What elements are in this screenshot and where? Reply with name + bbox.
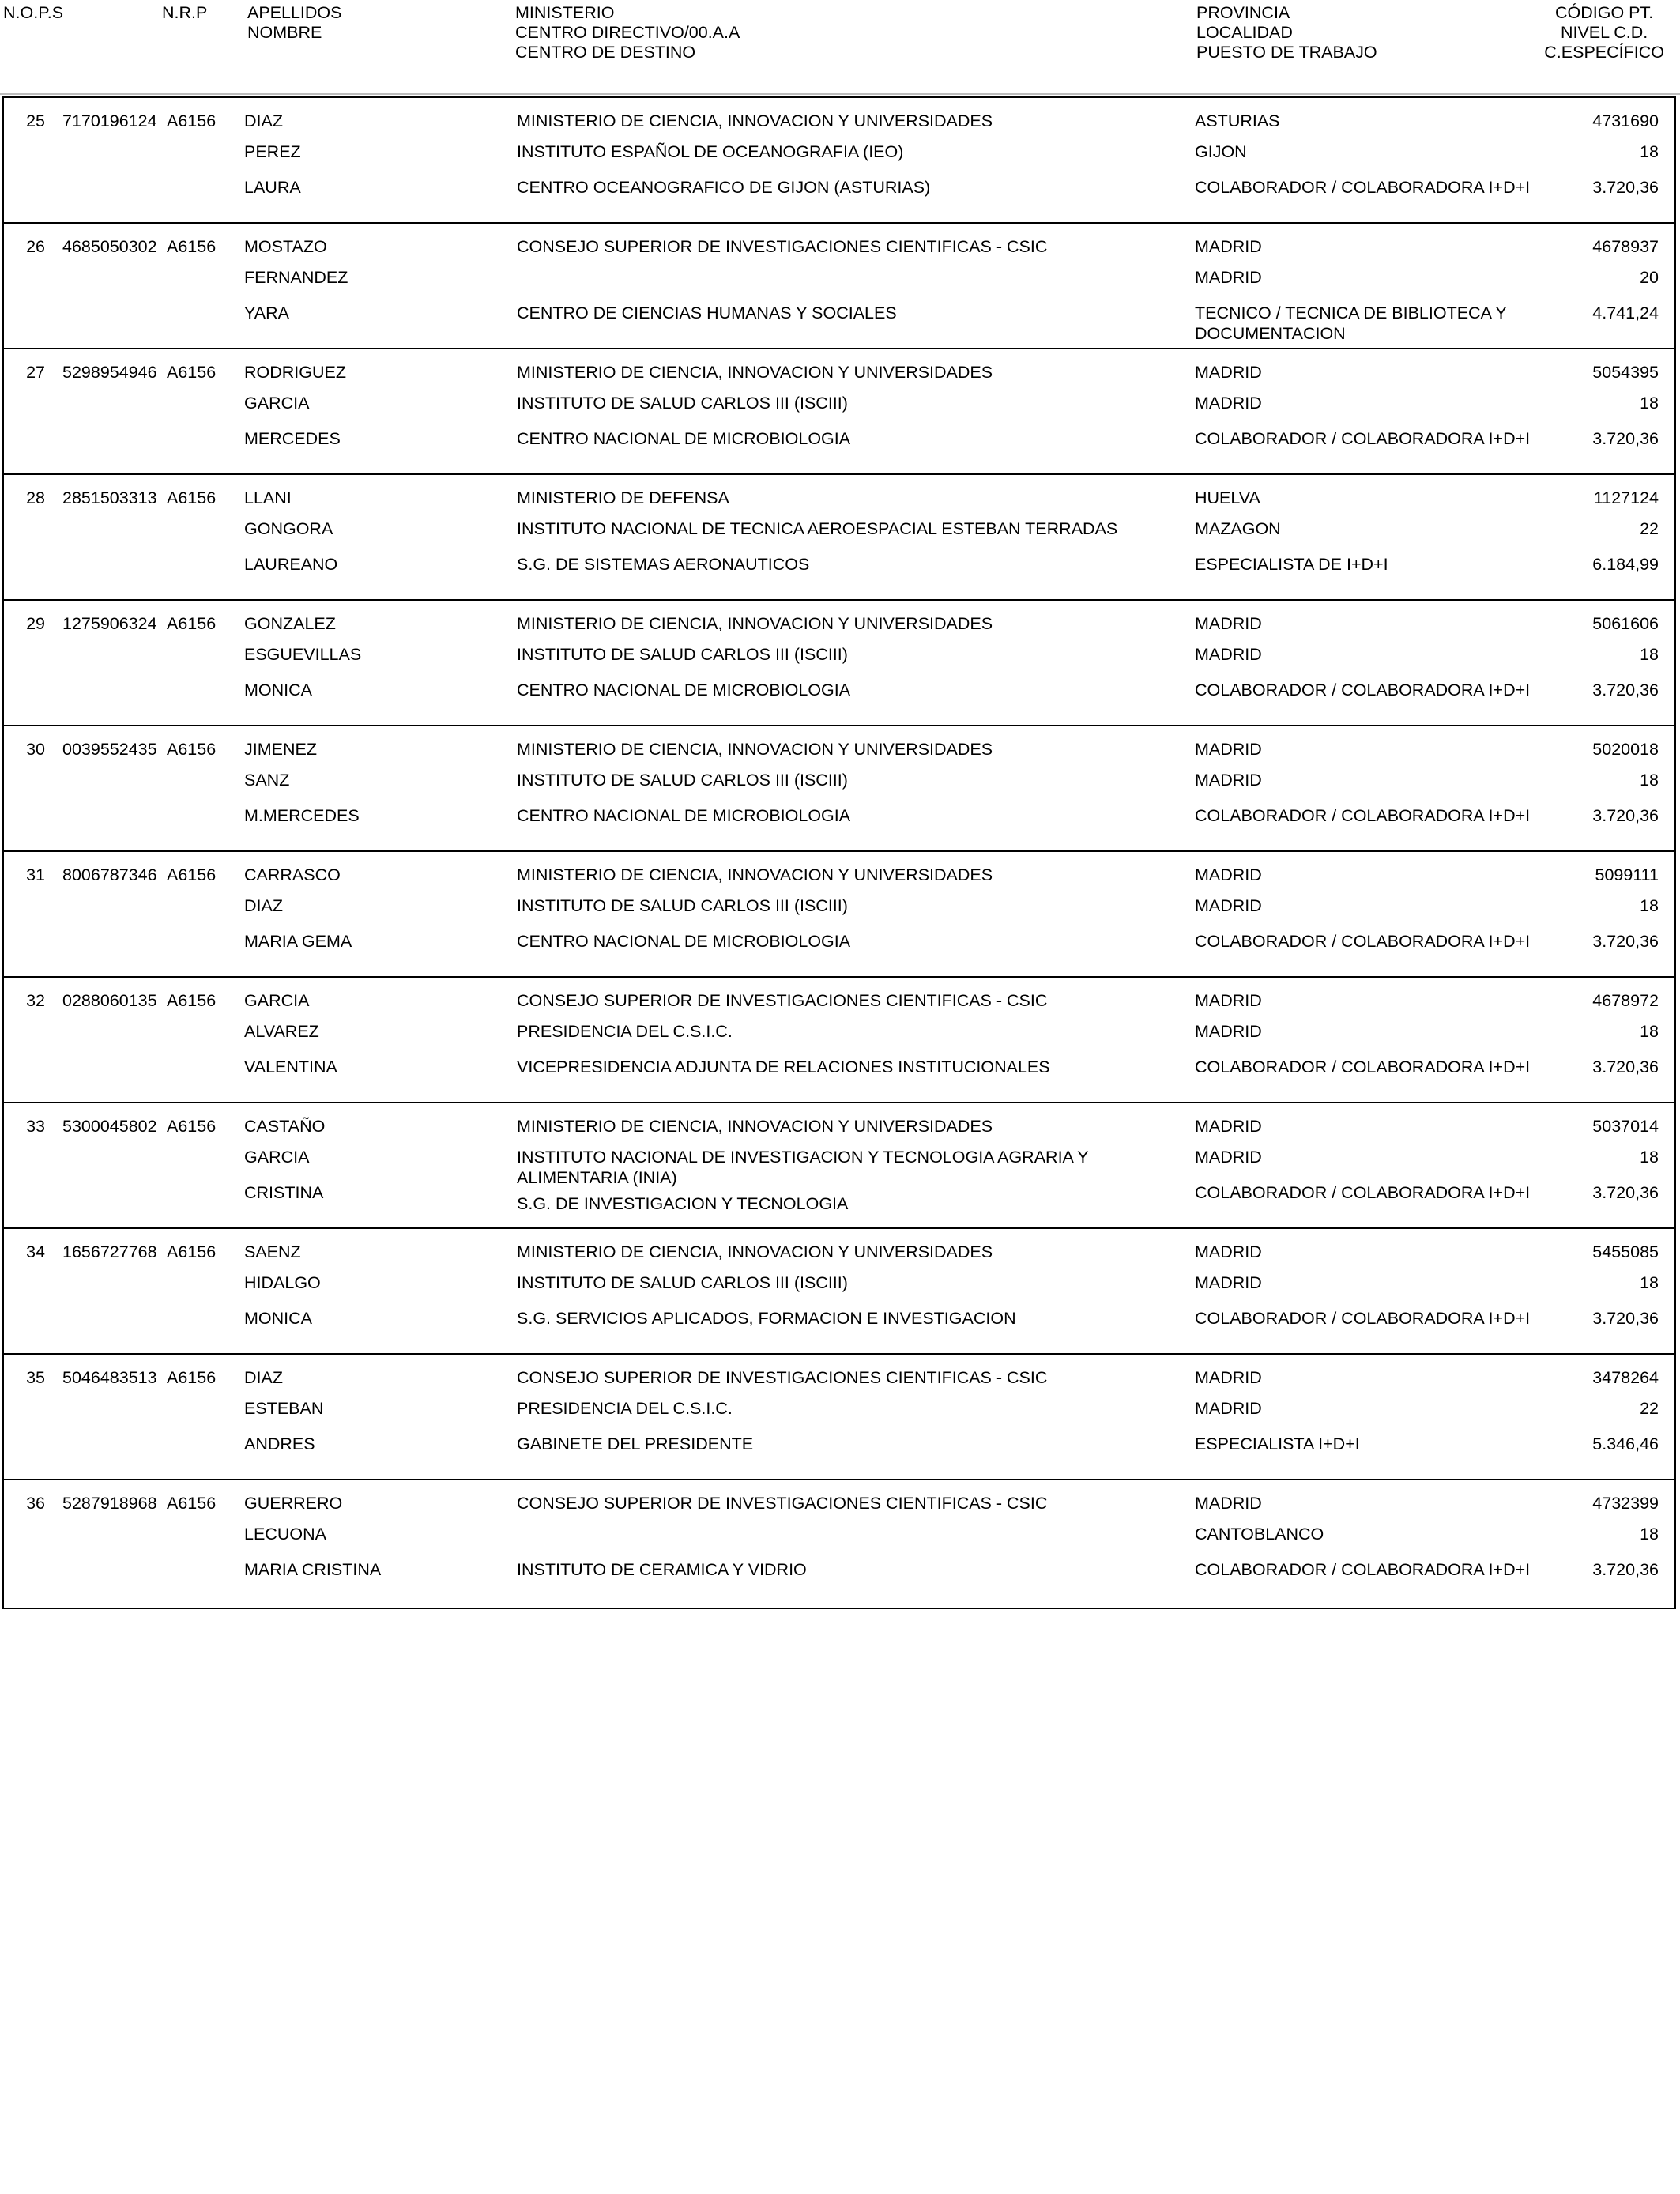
record-especifico: 6.184,99 [1592, 555, 1659, 574]
record-centro-destino: GABINETE DEL PRESIDENTE [517, 1434, 754, 1453]
table-row [4, 601, 1674, 726]
record-ministerio: MINISTERIO DE CIENCIA, INNOVACION Y UNIVERSIDADES [517, 740, 993, 759]
record-provincia: MADRID [1195, 1368, 1262, 1387]
record-nombre: LAUREANO [244, 555, 338, 574]
record-centro-directivo: PRESIDENCIA DEL C.S.I.C. [517, 1399, 733, 1418]
record-apellido2: DIAZ [244, 896, 283, 915]
record-number: 27 [26, 363, 45, 382]
record-nombre: MARIA GEMA [244, 932, 352, 951]
record-localidad: MADRID [1195, 771, 1262, 790]
header-codigo: CÓDIGO PT. NIVEL C.D. C.ESPECÍFICO [1544, 3, 1664, 62]
record-number: 36 [26, 1494, 45, 1513]
record-nrp: A6156 [167, 740, 217, 759]
record-apellido2: FERNANDEZ [244, 268, 348, 287]
record-apellido1: JIMENEZ [244, 740, 317, 759]
record-apellido2: LECUONA [244, 1525, 326, 1544]
record-nivel: 18 [1640, 1148, 1659, 1167]
record-codigo: 4678972 [1592, 991, 1659, 1010]
record-nops: 5300045802 [62, 1117, 157, 1136]
record-nombre: MONICA [244, 680, 312, 699]
record-codigo: 5037014 [1592, 1117, 1659, 1136]
record-codigo: 5061606 [1592, 614, 1659, 633]
record-nombre: CRISTINA [244, 1183, 324, 1202]
record-nrp: A6156 [167, 1242, 217, 1261]
record-nivel: 18 [1640, 1273, 1659, 1292]
record-number: 29 [26, 614, 45, 633]
record-apellido2: GARCIA [244, 394, 310, 413]
header-name: APELLIDOS NOMBRE [247, 3, 342, 42]
header-divider [0, 93, 1680, 95]
record-centro-directivo: INSTITUTO DE SALUD CARLOS III (ISCIII) [517, 394, 848, 413]
table-row [4, 1103, 1674, 1229]
record-nops: 5298954946 [62, 363, 157, 382]
records-table [2, 96, 1676, 1609]
record-centro-destino: CENTRO NACIONAL DE MICROBIOLOGIA [517, 932, 851, 951]
record-apellido1: DIAZ [244, 1368, 283, 1387]
record-puesto: COLABORADOR / COLABORADORA I+D+I [1195, 178, 1531, 197]
table-row [4, 726, 1674, 852]
record-centro-destino: S.G. DE SISTEMAS AERONAUTICOS [517, 555, 810, 574]
record-codigo: 4678937 [1592, 237, 1659, 256]
record-provincia: HUELVA [1195, 488, 1260, 507]
record-codigo: 4732399 [1592, 1494, 1659, 1513]
record-especifico: 3.720,36 [1592, 680, 1659, 699]
record-centro-destino: CENTRO NACIONAL DE MICROBIOLOGIA [517, 429, 851, 448]
record-especifico: 3.720,36 [1592, 429, 1659, 448]
record-apellido1: GUERRERO [244, 1494, 343, 1513]
record-number: 33 [26, 1117, 45, 1136]
record-centro-directivo: INSTITUTO DE SALUD CARLOS III (ISCIII) [517, 771, 848, 790]
record-localidad: GIJON [1195, 142, 1247, 161]
record-codigo: 5020018 [1592, 740, 1659, 759]
record-apellido1: CASTAÑO [244, 1117, 326, 1136]
record-nrp: A6156 [167, 1368, 217, 1387]
record-number: 31 [26, 865, 45, 884]
record-number: 26 [26, 237, 45, 256]
record-especifico: 4.741,24 [1592, 303, 1659, 322]
record-apellido1: RODRIGUEZ [244, 363, 346, 382]
record-nombre: VALENTINA [244, 1057, 337, 1076]
record-apellido2: ALVAREZ [244, 1022, 319, 1041]
record-apellido2: ESTEBAN [244, 1399, 324, 1418]
record-centro-directivo: INSTITUTO DE SALUD CARLOS III (ISCIII) [517, 896, 848, 915]
record-especifico: 3.720,36 [1592, 1183, 1659, 1202]
record-apellido2: ESGUEVILLAS [244, 645, 362, 664]
record-codigo: 5099111 [1595, 865, 1659, 884]
record-number: 34 [26, 1242, 45, 1261]
record-provincia: MADRID [1195, 991, 1262, 1010]
record-nrp: A6156 [167, 1494, 217, 1513]
record-centro-directivo: INSTITUTO NACIONAL DE TECNICA AEROESPACIAL ESTEBAN TERRADAS [517, 519, 1118, 538]
record-provincia: MADRID [1195, 1242, 1262, 1261]
record-puesto: COLABORADOR / COLABORADORA I+D+I [1195, 1560, 1531, 1579]
record-localidad: CANTOBLANCO [1195, 1525, 1324, 1544]
record-centro-destino: CENTRO NACIONAL DE MICROBIOLOGIA [517, 806, 851, 825]
record-apellido2: HIDALGO [244, 1273, 321, 1292]
record-centro-destino: CENTRO NACIONAL DE MICROBIOLOGIA [517, 680, 851, 699]
record-nivel: 18 [1640, 142, 1659, 161]
record-centro-directivo: INSTITUTO NACIONAL DE INVESTIGACION Y TECNOLOGIA AGRARIA Y ALIMENTARIA (INIA) [517, 1148, 1089, 1187]
record-especifico: 3.720,36 [1592, 806, 1659, 825]
table-row [4, 852, 1674, 978]
record-localidad: MADRID [1195, 645, 1262, 664]
record-ministerio: MINISTERIO DE CIENCIA, INNOVACION Y UNIVERSIDADES [517, 1117, 993, 1136]
record-apellido2: PEREZ [244, 142, 301, 161]
table-row [4, 475, 1674, 601]
record-centro-destino: CENTRO DE CIENCIAS HUMANAS Y SOCIALES [517, 303, 897, 322]
record-centro-directivo: PRESIDENCIA DEL C.S.I.C. [517, 1022, 733, 1041]
record-ministerio: MINISTERIO DE CIENCIA, INNOVACION Y UNIVERSIDADES [517, 1242, 993, 1261]
record-codigo: 5054395 [1592, 363, 1659, 382]
record-apellido2: GONGORA [244, 519, 333, 538]
record-centro-directivo: INSTITUTO DE SALUD CARLOS III (ISCIII) [517, 645, 848, 664]
record-nivel: 18 [1640, 1525, 1659, 1544]
record-provincia: MADRID [1195, 740, 1262, 759]
table-row [4, 1229, 1674, 1355]
record-localidad: MAZAGON [1195, 519, 1281, 538]
record-nombre: LAURA [244, 178, 301, 197]
record-provincia: ASTURIAS [1195, 111, 1280, 130]
record-nrp: A6156 [167, 614, 217, 633]
record-codigo: 4731690 [1592, 111, 1659, 130]
record-especifico: 3.720,36 [1592, 1560, 1659, 1579]
record-puesto: COLABORADOR / COLABORADORA I+D+I [1195, 1057, 1531, 1076]
table-header [0, 3, 1680, 66]
header-ministerio: MINISTERIO CENTRO DIRECTIVO/00.A.A CENTRO DE DESTINO [515, 3, 740, 62]
record-nrp: A6156 [167, 237, 217, 256]
record-centro-destino: INSTITUTO DE CERAMICA Y VIDRIO [517, 1560, 807, 1579]
record-apellido2: GARCIA [244, 1148, 310, 1167]
table-row [4, 98, 1674, 224]
record-centro-destino: CENTRO OCEANOGRAFICO DE GIJON (ASTURIAS) [517, 178, 931, 197]
record-number: 28 [26, 488, 45, 507]
record-apellido1: GONZALEZ [244, 614, 336, 633]
record-nivel: 18 [1640, 645, 1659, 664]
table-row [4, 349, 1674, 475]
table-row [4, 978, 1674, 1103]
record-nombre: MONICA [244, 1309, 312, 1328]
record-localidad: MADRID [1195, 394, 1262, 413]
record-ministerio: MINISTERIO DE DEFENSA [517, 488, 729, 507]
record-nops: 7170196124 [62, 111, 157, 130]
record-number: 25 [26, 111, 45, 130]
record-number: 30 [26, 740, 45, 759]
record-puesto: COLABORADOR / COLABORADORA I+D+I [1195, 806, 1531, 825]
record-nops: 4685050302 [62, 237, 157, 256]
header-nrp: N.R.P [162, 3, 208, 22]
record-apellido1: MOSTAZO [244, 237, 327, 256]
record-centro-directivo: INSTITUTO DE SALUD CARLOS III (ISCIII) [517, 1273, 848, 1292]
record-codigo: 3478264 [1592, 1368, 1659, 1387]
record-especifico: 3.720,36 [1592, 178, 1659, 197]
header-provincia: PROVINCIA LOCALIDAD PUESTO DE TRABAJO [1196, 3, 1377, 62]
record-centro-destino: S.G. DE INVESTIGACION Y TECNOLOGIA [517, 1194, 849, 1213]
record-centro-destino: VICEPRESIDENCIA ADJUNTA DE RELACIONES INSTITUCIONALES [517, 1057, 1050, 1076]
record-nivel: 18 [1640, 896, 1659, 915]
record-apellido1: SAENZ [244, 1242, 301, 1261]
record-nivel: 20 [1640, 268, 1659, 287]
record-nivel: 22 [1640, 1399, 1659, 1418]
record-puesto: COLABORADOR / COLABORADORA I+D+I [1195, 932, 1531, 951]
record-nops: 5046483513 [62, 1368, 157, 1387]
record-number: 35 [26, 1368, 45, 1387]
record-localidad: MADRID [1195, 1399, 1262, 1418]
record-nrp: A6156 [167, 1117, 217, 1136]
record-nrp: A6156 [167, 488, 217, 507]
record-puesto: ESPECIALISTA I+D+I [1195, 1434, 1360, 1453]
record-localidad: MADRID [1195, 896, 1262, 915]
record-ministerio: MINISTERIO DE CIENCIA, INNOVACION Y UNIVERSIDADES [517, 865, 993, 884]
record-nombre: M.MERCEDES [244, 806, 360, 825]
record-nops: 0288060135 [62, 991, 157, 1010]
record-codigo: 5455085 [1592, 1242, 1659, 1261]
record-apellido1: GARCIA [244, 991, 310, 1010]
record-ministerio: MINISTERIO DE CIENCIA, INNOVACION Y UNIVERSIDADES [517, 614, 993, 633]
record-especifico: 3.720,36 [1592, 1309, 1659, 1328]
record-provincia: MADRID [1195, 363, 1262, 382]
record-puesto: COLABORADOR / COLABORADORA I+D+I [1195, 429, 1531, 448]
record-nivel: 18 [1640, 771, 1659, 790]
record-provincia: MADRID [1195, 865, 1262, 884]
record-apellido1: DIAZ [244, 111, 283, 130]
record-nivel: 22 [1640, 519, 1659, 538]
record-puesto: ESPECIALISTA DE I+D+I [1195, 555, 1388, 574]
record-ministerio: CONSEJO SUPERIOR DE INVESTIGACIONES CIENTIFICAS - CSIC [517, 1368, 1048, 1387]
record-nombre: ANDRES [244, 1434, 315, 1453]
record-nombre: YARA [244, 303, 289, 322]
record-nops: 5287918968 [62, 1494, 157, 1513]
table-row [4, 224, 1674, 349]
record-nrp: A6156 [167, 111, 217, 130]
record-apellido1: LLANI [244, 488, 292, 507]
record-nops: 0039552435 [62, 740, 157, 759]
table-row [4, 1355, 1674, 1480]
record-provincia: MADRID [1195, 237, 1262, 256]
table-row [4, 1480, 1674, 1608]
record-localidad: MADRID [1195, 1022, 1262, 1041]
record-ministerio: CONSEJO SUPERIOR DE INVESTIGACIONES CIENTIFICAS - CSIC [517, 991, 1048, 1010]
record-nivel: 18 [1640, 1022, 1659, 1041]
record-puesto: COLABORADOR / COLABORADORA I+D+I [1195, 680, 1531, 699]
record-nombre: MARIA CRISTINA [244, 1560, 382, 1579]
record-especifico: 5.346,46 [1592, 1434, 1659, 1453]
record-puesto: COLABORADOR / COLABORADORA I+D+I [1195, 1309, 1531, 1328]
record-nops: 1656727768 [62, 1242, 157, 1261]
record-provincia: MADRID [1195, 1117, 1262, 1136]
record-ministerio: MINISTERIO DE CIENCIA, INNOVACION Y UNIVERSIDADES [517, 111, 993, 130]
record-nrp: A6156 [167, 991, 217, 1010]
record-localidad: MADRID [1195, 1273, 1262, 1292]
record-apellido1: CARRASCO [244, 865, 341, 884]
record-nivel: 18 [1640, 394, 1659, 413]
record-centro-directivo: INSTITUTO ESPAÑOL DE OCEANOGRAFIA (IEO) [517, 142, 904, 161]
record-codigo: 1127124 [1593, 488, 1659, 507]
record-centro-destino: S.G. SERVICIOS APLICADOS, FORMACION E INVESTIGACION [517, 1309, 1016, 1328]
record-apellido2: SANZ [244, 771, 290, 790]
record-especifico: 3.720,36 [1592, 932, 1659, 951]
record-provincia: MADRID [1195, 614, 1262, 633]
record-nrp: A6156 [167, 865, 217, 884]
header-nops: N.O.P.S [3, 3, 64, 22]
record-provincia: MADRID [1195, 1494, 1262, 1513]
record-number: 32 [26, 991, 45, 1010]
record-nops: 8006787346 [62, 865, 157, 884]
record-nops: 2851503313 [62, 488, 157, 507]
record-localidad: MADRID [1195, 268, 1262, 287]
record-nombre: MERCEDES [244, 429, 341, 448]
record-nrp: A6156 [167, 363, 217, 382]
record-ministerio: MINISTERIO DE CIENCIA, INNOVACION Y UNIVERSIDADES [517, 363, 993, 382]
record-localidad: MADRID [1195, 1148, 1262, 1167]
record-ministerio: CONSEJO SUPERIOR DE INVESTIGACIONES CIENTIFICAS - CSIC [517, 237, 1048, 256]
record-especifico: 3.720,36 [1592, 1057, 1659, 1076]
record-nops: 1275906324 [62, 614, 157, 633]
record-ministerio: CONSEJO SUPERIOR DE INVESTIGACIONES CIENTIFICAS - CSIC [517, 1494, 1048, 1513]
record-puesto: COLABORADOR / COLABORADORA I+D+I [1195, 1183, 1531, 1202]
record-puesto: TECNICO / TECNICA DE BIBLIOTECA Y DOCUMENTACION [1195, 303, 1507, 343]
